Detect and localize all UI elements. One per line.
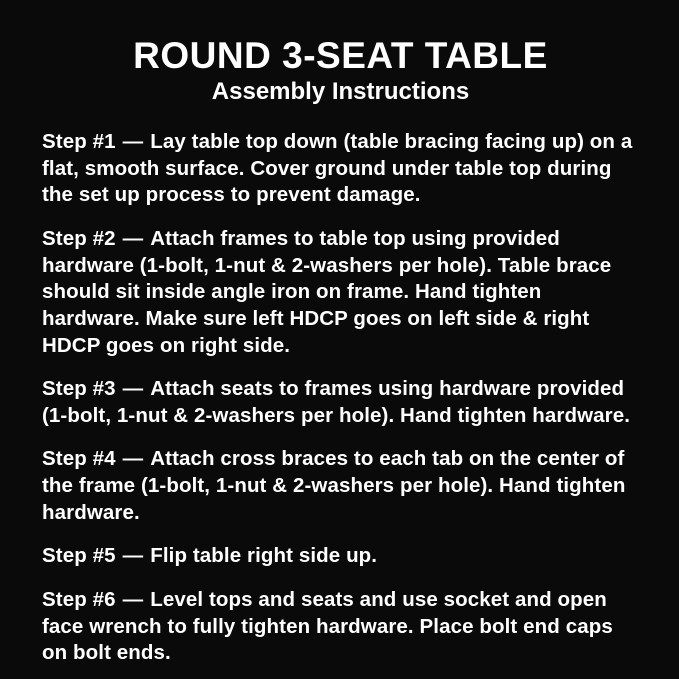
step-3-separator: — (122, 377, 144, 401)
step-6-text: Level tops and seats and use socket and open face wrench to fully tighten hardware. Place bolt end caps on bolt ends. (42, 588, 613, 665)
step-1-label: Step #1 (42, 130, 116, 154)
step-6-label: Step #6 (42, 588, 116, 612)
step-5-label: Step #5 (42, 544, 116, 568)
step-2-text: Attach frames to table top using provided hardware (1-bolt, 1-nut & 2-washers per hole). Table brace should sit inside angle iron on frame. Hand tighten hardware. Make sure left HDCP goes on left side & right HDCP goes on right side. (42, 227, 612, 357)
step-2-label: Step #2 (42, 227, 116, 250)
steps-list (42, 129, 639, 667)
step-1-text: Lay table top down (table bracing facing up) on a flat, smooth surface. Cover ground under table top during the set up process to prevent damage. (42, 130, 633, 207)
step-3 (42, 376, 639, 429)
step-1 (42, 129, 639, 209)
step-1-separator: — (122, 130, 144, 154)
step-5 (42, 543, 639, 570)
step-5-separator: — (122, 544, 144, 568)
step-2-separator: — (122, 227, 144, 250)
step-4-separator: — (122, 447, 144, 471)
page-subtitle: Assembly Instructions (211, 77, 470, 105)
step-5-text: Flip table right side up. (150, 544, 378, 568)
step-4-text: Attach cross braces to each tab on the center of the frame (1-bolt, 1-nut & 2-washers per hole). Hand tighten hardware. (42, 447, 626, 524)
step-2 (42, 226, 639, 359)
step-6 (42, 587, 639, 667)
step-4-label: Step #4 (42, 447, 116, 471)
step-4 (42, 446, 639, 526)
step-6-separator: — (122, 588, 144, 612)
page-title: ROUND 3-SEAT TABLE (133, 35, 548, 76)
step-3-label: Step #3 (42, 377, 116, 401)
step-3-text: Attach seats to frames using hardware provided (1-bolt, 1-nut & 2-washers per hole). Hand tighten hardware. (42, 377, 631, 427)
